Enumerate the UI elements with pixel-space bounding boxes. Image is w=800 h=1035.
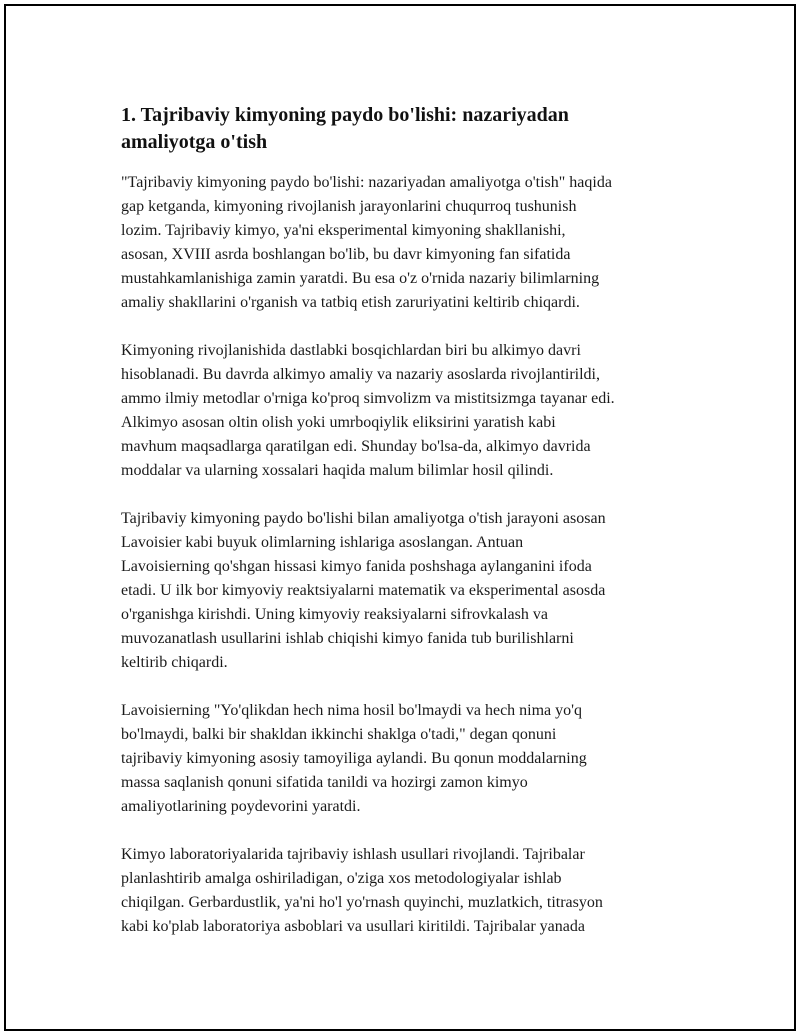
text-line: moddalar va ularning xossalari haqida malum bilimlar hosil qilindi. (121, 462, 554, 479)
text-line: Lavoisierning qo'shgan hissasi kimyo fanida poshshaga aylanganini ifoda (121, 558, 592, 575)
section-heading (121, 102, 691, 156)
heading-line: 1. Tajribaviy kimyoning paydo bo'lishi: nazariyadan (121, 104, 569, 126)
text-line: massa saqlanish qonuni sifatida tanildi va hozirgi zamon kimyo (121, 774, 528, 791)
paragraph-3 (121, 507, 691, 675)
text-line: etadi. U ilk bor kimyoviy reaktsiyalarni matematik va eksperimental asosda (121, 582, 606, 599)
text-line: Lavoisierning "Yo'qlikdan hech nima hosil bo'lmaydi va hech nima yo'q (121, 702, 583, 719)
text-line: Tajribaviy kimyoning paydo bo'lishi bilan amaliyotga o'tish jarayoni asosan (121, 510, 606, 527)
text-line: Kimyoning rivojlanishida dastlabki bosqichlardan biri bu alkimyo davri (121, 342, 581, 359)
paragraph-1 (121, 171, 691, 315)
text-line: planlashtirib amalga oshiriladigan, o'ziga xos metodologiyalar ishlab (121, 870, 562, 887)
text-line: chiqilgan. Gerbardustlik, ya'ni ho'l yo'rnash quyinchi, muzlatkich, titrasyon (121, 894, 603, 911)
text-line: amaliy shakllarini o'rganish va tatbiq etish zaruriyatini keltirib chiqardi. (121, 294, 580, 311)
text-line: Alkimyo asosan oltin olish yoki umrboqiylik eliksirini yaratish kabi (121, 414, 556, 431)
text-line: o'rganishga kirishdi. Uning kimyoviy reaksiyalarni sifrovkalash va (121, 606, 548, 623)
text-line: lozim. Tajribaviy kimyo, ya'ni eksperimental kimyoning shakllanishi, (121, 222, 566, 239)
page-frame (4, 4, 796, 1031)
paragraph-4 (121, 699, 691, 819)
text-line: Kimyo laboratoriyalarida tajribaviy ishlash usullari rivojlandi. Tajribalar (121, 846, 585, 863)
text-line: "Tajribaviy kimyoning paydo bo'lishi: nazariyadan amaliyotga o'tish" haqida (121, 174, 612, 191)
document-body (121, 102, 691, 963)
text-line: tajribaviy kimyoning asosiy tamoyiliga aylandi. Bu qonun moddalarning (121, 750, 587, 767)
text-line: asosan, XVIII asrda boshlangan bo'lib, bu davr kimyoning fan sifatida (121, 246, 571, 263)
text-line: hisoblanadi. Bu davrda alkimyo amaliy va nazariy asoslarda rivojlantirildi, (121, 366, 600, 383)
text-line: amaliyotlarining poydevorini yaratdi. (121, 798, 361, 815)
text-line: mustahkamlanishiga zamin yaratdi. Bu esa o'z o'rnida nazariy bilimlarning (121, 270, 600, 287)
text-line: keltirib chiqardi. (121, 654, 228, 671)
paragraph-5 (121, 843, 691, 939)
text-line: Lavoisier kabi buyuk olimlarning ishlariga asoslangan. Antuan (121, 534, 524, 551)
text-line: ammo ilmiy metodlar o'rniga ko'proq simvolizm va mistitsizmga tayanar edi. (121, 390, 615, 407)
text-line: mavhum maqsadlarga qaratilgan edi. Shunday bo'lsa-da, alkimyo davrida (121, 438, 591, 455)
heading-line: amaliyotga o'tish (121, 131, 268, 153)
text-line: gap ketganda, kimyoning rivojlanish jarayonlarini chuqurroq tushunish (121, 198, 577, 215)
text-line: muvozanatlash usullarini ishlab chiqishi kimyo fanida tub burilishlarni (121, 630, 574, 647)
paragraph-2 (121, 339, 691, 483)
text-line: kabi ko'plab laboratoriya asboblari va usullari kiritildi. Tajribalar yanada (121, 918, 585, 935)
text-line: bo'lmaydi, balki bir shakldan ikkinchi shaklga o'tadi," degan qonuni (121, 726, 557, 743)
